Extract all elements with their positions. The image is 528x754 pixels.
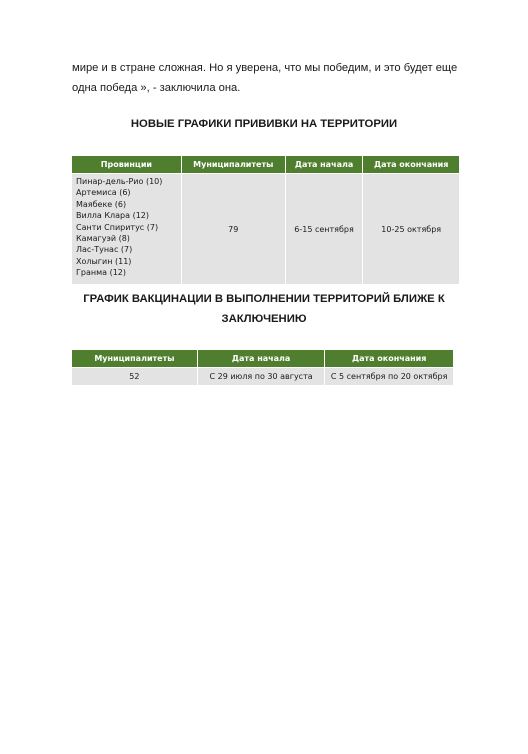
provinces-cell — [72, 174, 182, 285]
table2-header-row — [72, 350, 454, 368]
province-item: Лас-Тунас (7) — [76, 245, 133, 255]
province-item: Санти Спиритус (7) — [76, 222, 159, 232]
table2-title-line-1: ГРАФИК ВАКЦИНАЦИИ В ВЫПОЛНЕНИИ ТЕРРИТОРИЙ БЛИЖЕ К — [83, 293, 445, 305]
paragraph-line-1: мире и в стране сложная. Но я уверена, что мы победим, и это будет еще — [72, 62, 458, 74]
vaccination-schedule-table — [71, 155, 460, 285]
table-row — [72, 174, 460, 285]
table1-title: НОВЫЕ ГРАФИКИ ПРИВИВКИ НА ТЕРРИТОРИИ — [130, 118, 398, 130]
municipalities-cell: 52 — [72, 368, 198, 386]
province-item: Пинар-дель-Рио (10) — [76, 177, 163, 186]
table-row — [72, 368, 454, 386]
paragraph-line-2: одна победа », - заключила она. — [72, 82, 241, 94]
col-header-provinces: Провинции — [72, 156, 182, 174]
province-item: Холыгин (11) — [76, 256, 132, 266]
municipalities-cell: 79 — [181, 174, 285, 285]
province-item: Камагуэй (8) — [76, 234, 130, 244]
col-header-municipalities: Муниципалитеты — [72, 350, 198, 368]
col-header-start-date: Дата начала — [285, 156, 363, 174]
end-date-cell: 10-25 октября — [363, 174, 460, 285]
province-item: Гранма (12) — [76, 268, 126, 278]
province-item: Маябеке (6) — [76, 199, 127, 209]
province-item: Вилла Клара (12) — [76, 211, 149, 221]
col-header-end-date: Дата окончания — [325, 350, 454, 368]
province-item: Артемиса (6) — [76, 188, 131, 198]
start-date-cell: 6-15 сентября — [285, 174, 363, 285]
body-paragraph — [72, 58, 462, 98]
start-date-cell: С 29 июля по 30 августа — [197, 368, 325, 386]
col-header-end-date: Дата окончания — [363, 156, 460, 174]
table2-title — [60, 289, 468, 329]
col-header-municipalities: Муниципалитеты — [181, 156, 285, 174]
col-header-start-date: Дата начала — [197, 350, 325, 368]
table2-title-line-2: ЗАКЛЮЧЕНИЮ — [221, 313, 307, 325]
end-date-cell: С 5 сентября по 20 октября — [325, 368, 454, 386]
table1-header-row — [72, 156, 460, 174]
final-vaccination-schedule-table — [71, 349, 454, 386]
